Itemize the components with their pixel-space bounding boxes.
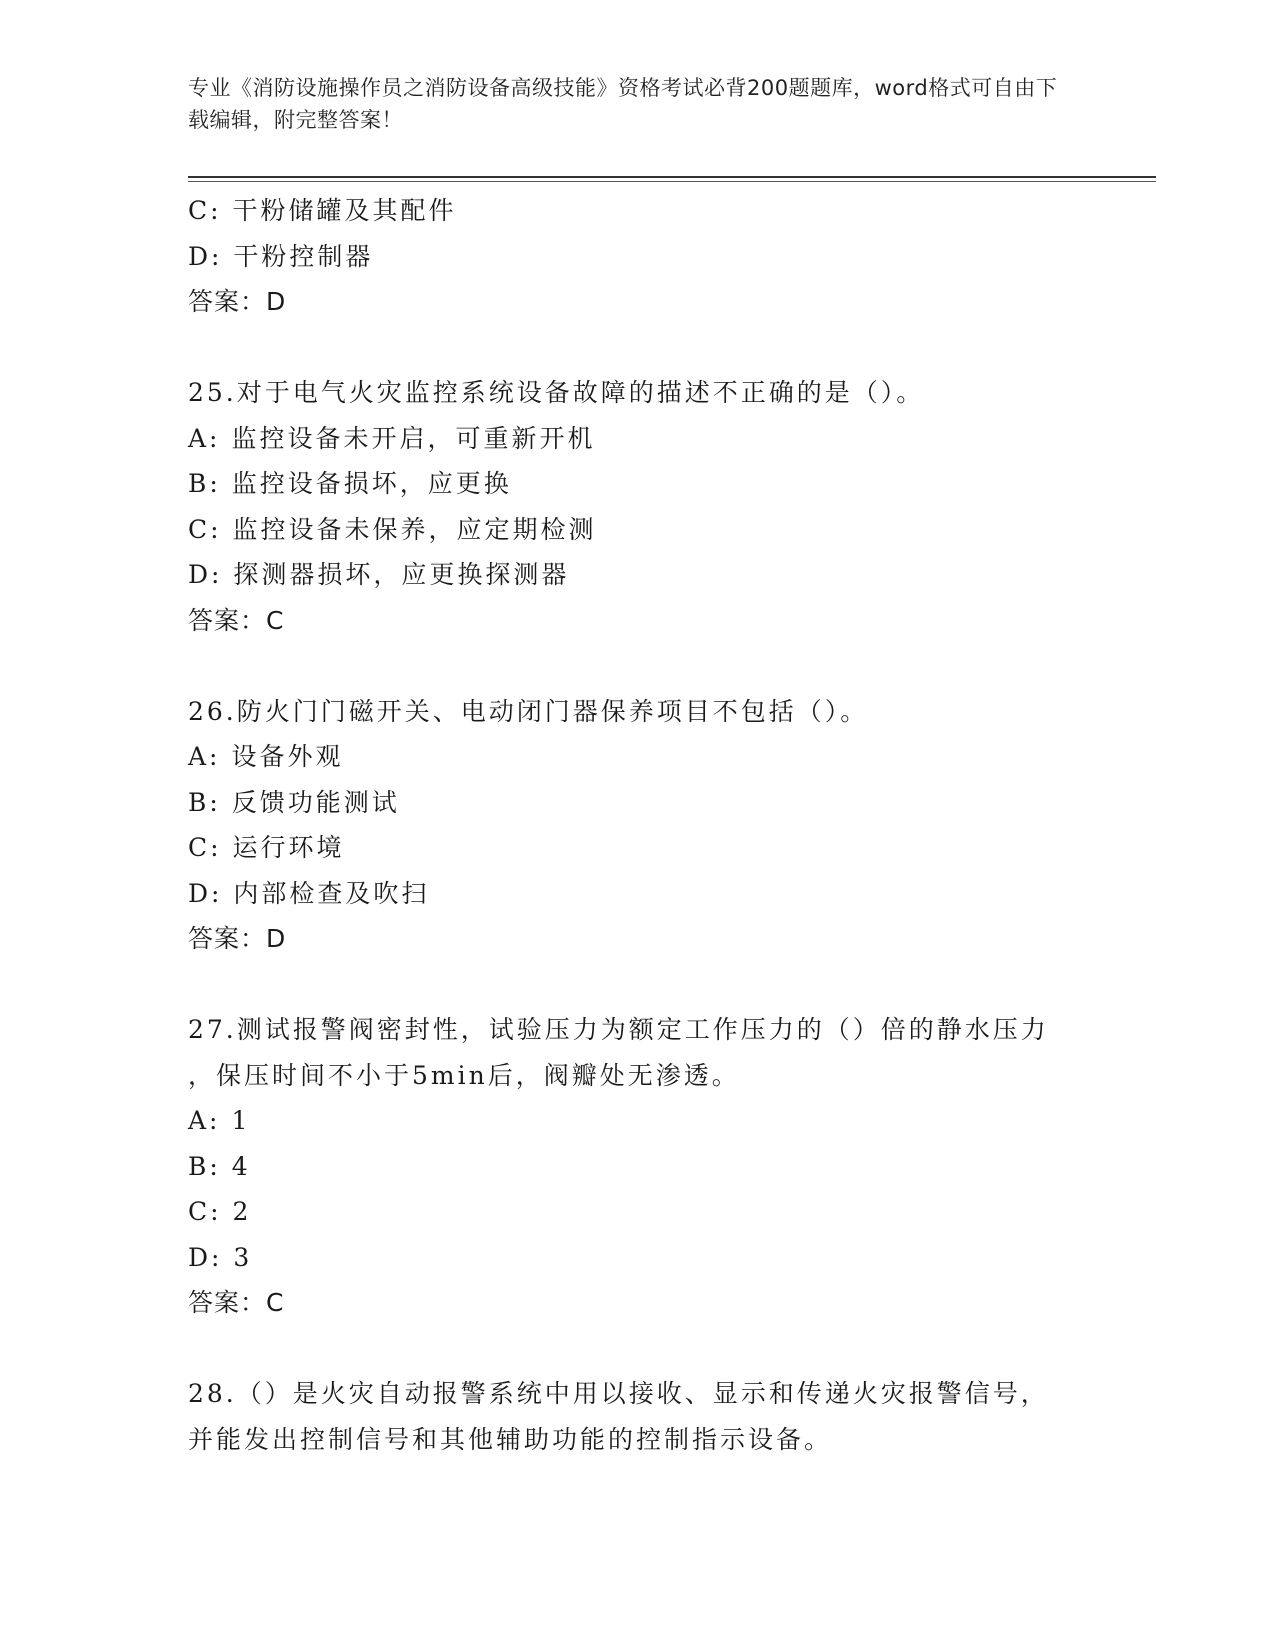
question-stem-line-2: 并能发出控制信号和其他辅助功能的控制指示设备。 (188, 1424, 833, 1454)
answer: 答案：D (188, 287, 287, 316)
question-stem-line-2: ，保压时间不小于5min后，阀瓣处无渗透。 (188, 1060, 740, 1090)
option-a: A: 监控设备未开启，可重新开机 (188, 423, 596, 453)
option-d: D: 干粉控制器 (188, 241, 374, 271)
option-b: B: 监控设备损坏，应更换 (188, 469, 512, 498)
option-c: C: 干粉储罐及其配件 (188, 196, 457, 225)
question-stem: 26.防火门门磁开关、电动闭门器保养项目不包括（）。 (188, 696, 869, 726)
option-c: C: 运行环境 (188, 833, 345, 862)
option-c: C: 2 (188, 1197, 252, 1226)
question-stem-line-1: 27.测试报警阀密封性，试验压力为额定工作压力的（）倍的静水压力 (188, 1015, 1049, 1044)
answer: 答案：C (188, 1288, 285, 1317)
option-c: C: 监控设备未保养，应定期检测 (188, 514, 597, 544)
option-a: A: 设备外观 (188, 742, 344, 771)
header-divider-thin (188, 181, 1156, 182)
document-header: 专业《消防设施操作员之消防设备高级技能》资格考试必背200题题库，word格式可自由下载编辑，附完整答案！ (188, 76, 1058, 132)
question-stem: 25.对于电气火灾监控系统设备故障的描述不正确的是（）。 (188, 378, 925, 407)
document-body (188, 188, 1088, 1462)
answer: 答案：D (188, 924, 287, 953)
option-a: A: 1 (188, 1106, 251, 1135)
question-stem-line-1: 28.（）是火灾自动报警系统中用以接收、显示和传递火灾报警信号， (188, 1379, 1049, 1408)
option-d: D: 探测器损坏，应更换探测器 (188, 560, 570, 589)
option-d: D: 内部检查及吹扫 (188, 878, 430, 908)
header-divider (188, 176, 1156, 178)
answer: 答案：C (188, 605, 285, 635)
option-b: B: 反馈功能测试 (188, 787, 400, 817)
option-b: B: 4 (188, 1151, 251, 1181)
option-d: D: 3 (188, 1242, 253, 1272)
